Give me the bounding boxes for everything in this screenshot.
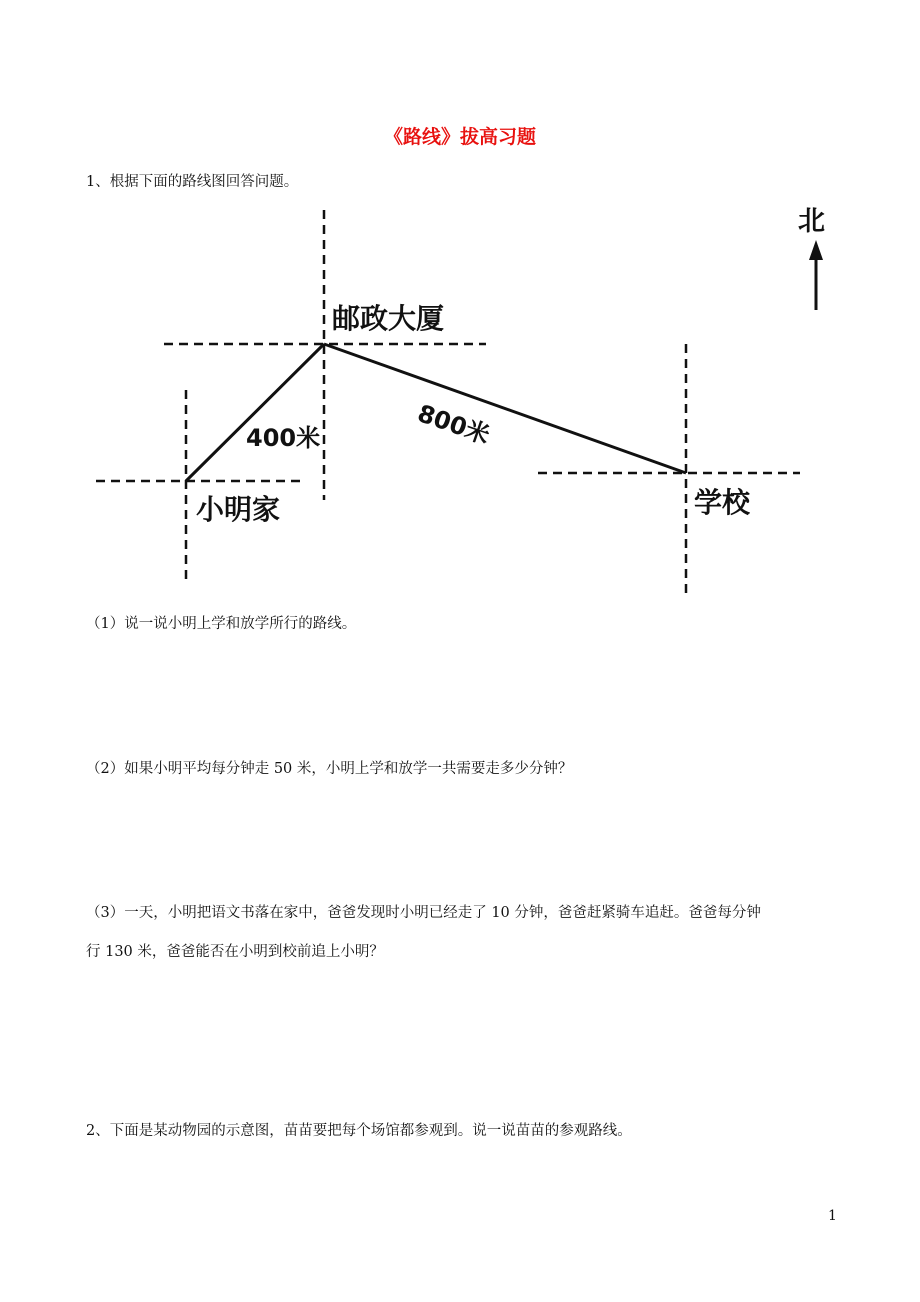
question-1-part-3-line-2: 行 130 米，爸爸能否在小明到校前追上小明？: [86, 944, 384, 960]
question-1-part-1: （1）说一说小明上学和放学所行的路线。: [86, 616, 357, 632]
page-number: 1: [828, 1208, 837, 1224]
page-title: 《路线》拔高习题: [383, 126, 536, 148]
question-1-part-2: （2）如果小明平均每分钟走 50 米，小明上学和放学一共需要走多少分钟？: [86, 761, 573, 777]
route-post-office-to-school: [324, 344, 686, 473]
north-label: 北: [798, 206, 825, 237]
route-home-to-post-office: [186, 344, 324, 481]
home-label: 小明家: [196, 493, 281, 526]
question-1-part-3-line-1: （3）一天，小明把语文书落在家中，爸爸发现时小明已经走了 10 分钟，爸爸赶紧骑车追赶。爸爸每分钟: [86, 905, 761, 921]
route-map: [0, 0, 920, 620]
distance-home-post-office: 400米: [246, 424, 321, 452]
question-1-stem: 1、根据下面的路线图回答问题。: [86, 174, 299, 190]
post-office-label: 邮政大厦: [332, 302, 445, 335]
north-arrow-icon: [809, 240, 823, 260]
school-label: 学校: [694, 486, 751, 519]
distance-post-office-school: 800米: [414, 399, 494, 450]
question-2-stem: 2、下面是某动物园的示意图，苗苗要把每个场馆都参观到。说一说苗苗的参观路线。: [86, 1123, 632, 1139]
